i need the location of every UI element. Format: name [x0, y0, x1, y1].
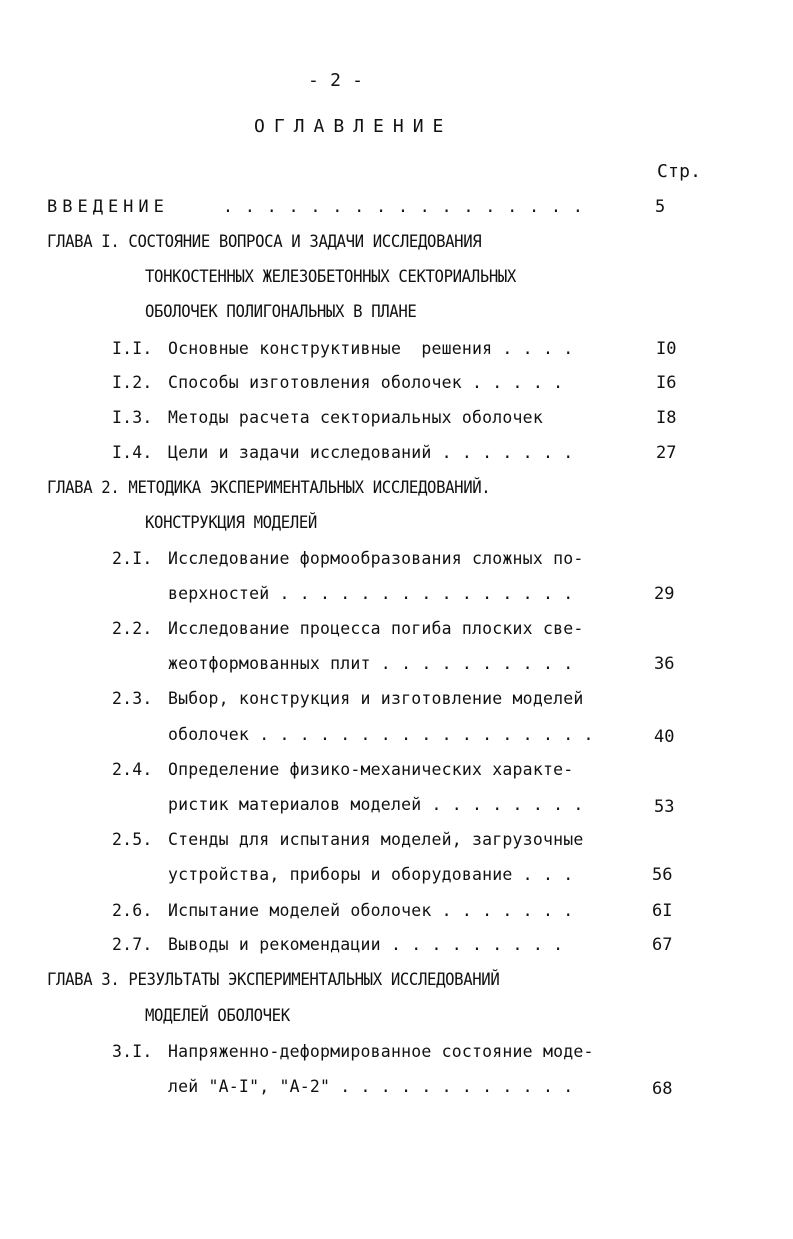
chapter2-title-line1: ГЛАВА 2. МЕТОДИКА ЭКСПЕРИМЕНТАЛЬНЫХ ИССЛЕДОВАНИЙ. — [47, 478, 491, 498]
page-column-label: Стр. — [657, 161, 702, 182]
section-page: I0 — [656, 339, 677, 359]
section-title: Исследование формообразования сложных по- — [168, 549, 584, 568]
section-title: Способы изготовления оболочек . . . . . — [168, 373, 564, 392]
section-page: 67 — [652, 935, 673, 955]
chapter2-title-line2: КОНСТРУКЦИЯ МОДЕЛЕЙ — [145, 513, 317, 533]
section-page: 53 — [654, 797, 675, 817]
section-title-cont: жеотформованных плит . . . . . . . . . . — [168, 654, 574, 673]
section-title: Основные конструктивные решения . . . . — [168, 339, 574, 358]
section-page: 56 — [652, 865, 673, 885]
page-title: ОГЛАВЛЕНИЕ — [254, 116, 453, 137]
section-number: I.2. — [112, 373, 153, 392]
section-title: Цели и задачи исследований . . . . . . . — [168, 443, 574, 462]
intro-page: 5 — [655, 197, 666, 217]
chapter3-title-line2: МОДЕЛЕЙ ОБОЛОЧЕК — [145, 1006, 290, 1026]
section-title-cont: лей "А-I", "А-2" . . . . . . . . . . . . — [168, 1077, 574, 1096]
section-title: Выводы и рекомендации . . . . . . . . . — [168, 935, 564, 954]
section-title-cont: ристик материалов моделей . . . . . . . . — [168, 795, 584, 814]
section-number: I.3. — [112, 408, 153, 427]
section-title: Исследование процесса погиба плоских све- — [168, 619, 584, 638]
section-page: 40 — [654, 727, 675, 747]
section-title: Напряженно-деформированное состояние моде- — [168, 1042, 594, 1061]
chapter1-title-line2: ТОНКОСТЕННЫХ ЖЕЛЕЗОБЕТОННЫХ СЕКТОРИАЛЬНЫХ — [145, 267, 516, 287]
section-page: I6 — [656, 373, 677, 393]
section-title-cont: устройства, приборы и оборудование . . . — [168, 865, 574, 884]
intro-dots: . . . . . . . . . . . . . . . . . — [223, 197, 584, 216]
chapter3-title-line1: ГЛАВА 3. РЕЗУЛЬТАТЫ ЭКСПЕРИМЕНТАЛЬНЫХ ИССЛЕДОВАНИЙ — [47, 970, 500, 990]
section-number: 2.4. — [112, 760, 153, 779]
section-number: 3.I. — [112, 1042, 153, 1061]
chapter1-title-line3: ОБОЛОЧЕК ПОЛИГОНАЛЬНЫХ В ПЛАНЕ — [145, 302, 417, 322]
section-title-cont: верхностей . . . . . . . . . . . . . . . — [168, 584, 574, 603]
section-number: 2.3. — [112, 689, 153, 708]
section-number: I.4. — [112, 443, 153, 462]
intro-label: ВВЕДЕНИЕ — [47, 197, 169, 217]
chapter1-title-line1: ГЛАВА I. СОСТОЯНИЕ ВОПРОСА И ЗАДАЧИ ИССЛЕДОВАНИЯ — [47, 232, 482, 252]
section-number: 2.7. — [112, 935, 153, 954]
section-page: 6I — [652, 901, 673, 921]
section-title: Методы расчета секториальных оболочек — [168, 408, 543, 427]
section-title: Стенды для испытания моделей, загрузочные — [168, 830, 584, 849]
section-title-cont: оболочек . . . . . . . . . . . . . . . . . — [168, 725, 594, 744]
section-number: I.I. — [112, 339, 153, 358]
page-number: - 2 - — [308, 70, 364, 91]
section-title: Выбор, конструкция и изготовление моделей — [168, 689, 584, 708]
section-title: Испытание моделей оболочек . . . . . . . — [168, 901, 574, 920]
section-number: 2.6. — [112, 901, 153, 920]
section-number: 2.5. — [112, 830, 153, 849]
section-number: 2.2. — [112, 619, 153, 638]
section-page: I8 — [656, 408, 677, 428]
section-title: Определение физико-механических характе- — [168, 760, 574, 779]
section-page: 27 — [656, 443, 677, 463]
section-page: 29 — [654, 584, 675, 604]
section-number: 2.I. — [112, 549, 153, 568]
section-page: 36 — [654, 654, 675, 674]
section-page: 68 — [652, 1079, 673, 1099]
